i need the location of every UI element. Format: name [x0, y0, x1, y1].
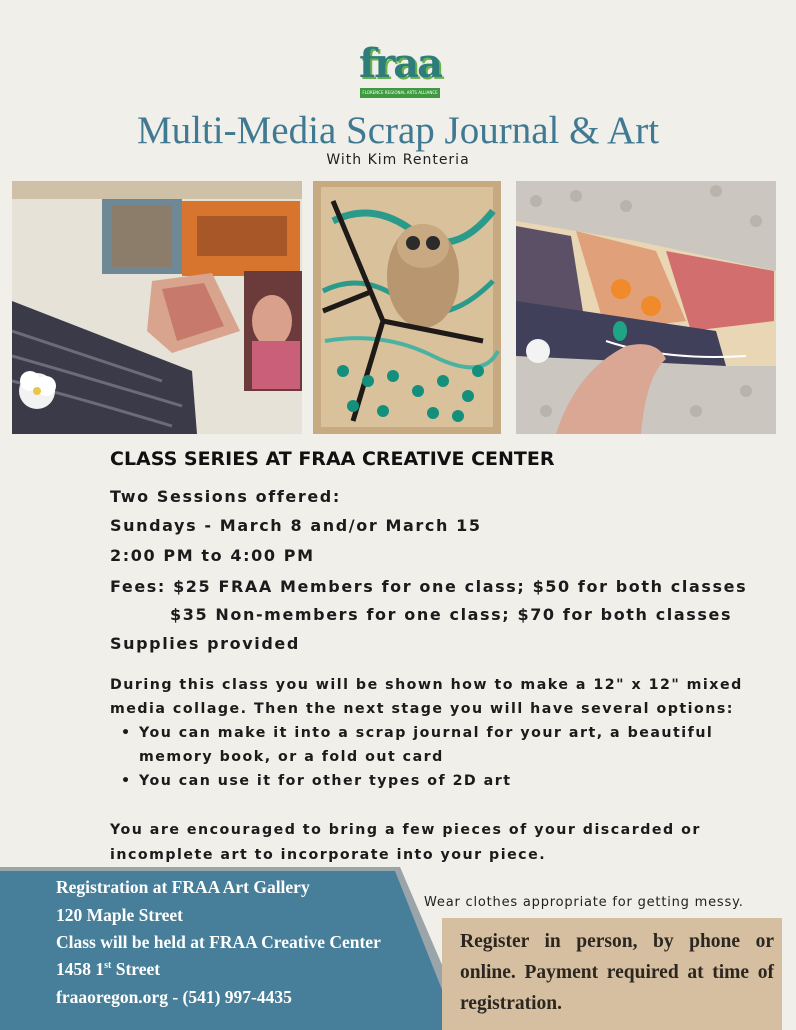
- collage-photo-1: [12, 181, 302, 434]
- supplies-text: Supplies provided: [110, 634, 300, 653]
- logo-text: fraa: [358, 40, 442, 87]
- registration-location: Registration at FRAA Art Gallery: [56, 877, 310, 897]
- bullet-item-1-continued: memory book, or a fold out card: [139, 749, 444, 765]
- class-location: Class will be held at FRAA Creative Center: [56, 932, 381, 952]
- fees-line-2: $35 Non-members for one class; $70 for both classes: [170, 605, 733, 624]
- owl-collage-photo: [313, 181, 501, 434]
- fraa-logo: [358, 42, 442, 102]
- bullet-item-1: • You can make it into a scrap journal for your art, a beautiful: [139, 725, 713, 741]
- bullet-item-2: • You can use it for other types of 2D art: [139, 773, 512, 789]
- description-line-1: During this class you will be shown how to make a 12" x 12" mixed: [110, 677, 743, 693]
- description-line-2: media collage. Then the next stage you will have several options:: [110, 701, 734, 717]
- dates-text: Sundays - March 8 and/or March 15: [110, 516, 482, 535]
- encourage-line-1: You are encouraged to bring a few pieces of your discarded or: [110, 822, 701, 838]
- instructor-subtitle: With Kim Renteria: [326, 152, 470, 168]
- logo-tagline: FLORENCE REGIONAL ARTS ALLIANCE: [360, 88, 440, 98]
- register-note: Register in person, by phone or online. Payment required at time of registration.: [460, 931, 774, 1014]
- foldout-card-photo: [516, 181, 776, 434]
- class-heading: CLASS SERIES AT FRAA CREATIVE CENTER: [110, 448, 555, 470]
- wear-clothes-note: Wear clothes appropriate for getting messy.: [424, 895, 744, 910]
- fees-line-1: Fees: $25 FRAA Members for one class; $50 for both classes: [110, 577, 748, 596]
- page-title: Multi-Media Scrap Journal & Art: [136, 109, 660, 152]
- time-text: 2:00 PM to 4:00 PM: [110, 546, 315, 565]
- contact-website-phone: fraaoregon.org - (541) 997-4435: [56, 987, 292, 1007]
- sessions-text: Two Sessions offered:: [110, 487, 341, 506]
- registration-address: 120 Maple Street: [56, 905, 184, 925]
- encourage-line-2: incomplete art to incorporate into your piece.: [110, 847, 547, 863]
- class-address: 1458 1st Street: [56, 959, 161, 979]
